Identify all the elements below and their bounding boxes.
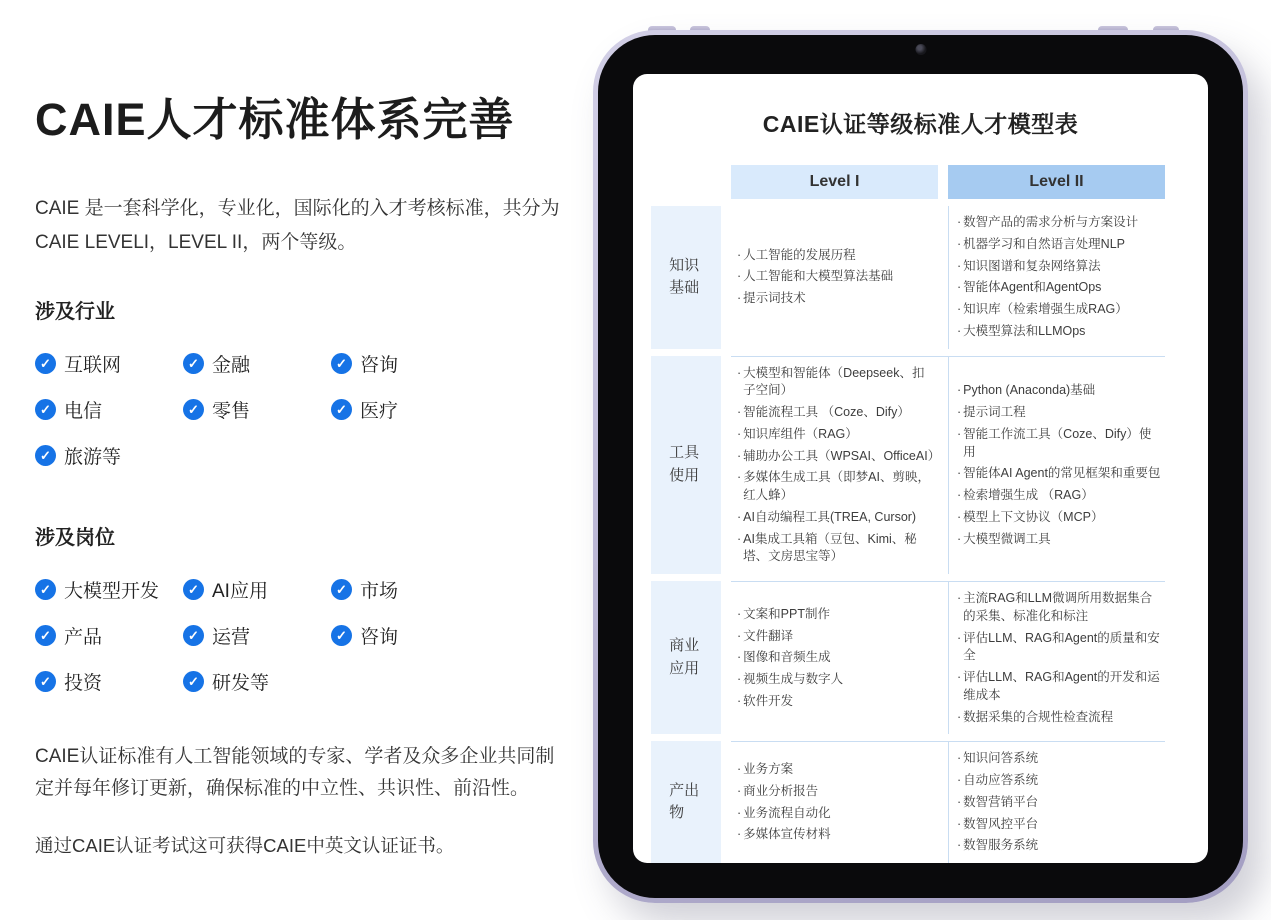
bullet-dot: · [737, 650, 742, 665]
position-label: 咨询 [360, 626, 399, 648]
check-icon: ✓ [35, 353, 56, 374]
check-icon: ✓ [331, 625, 352, 646]
camera-icon [915, 44, 926, 55]
bullet-dot: · [737, 672, 742, 686]
left-column [35, 92, 567, 858]
position-item [35, 622, 183, 649]
industry-item [35, 350, 183, 377]
bullet-item: · 评估LLM、RAG和Agent的质量和安全 [957, 630, 1163, 666]
check-icon: ✓ [183, 625, 204, 646]
level2-cell [948, 582, 1165, 734]
check-icon: ✓ [331, 353, 352, 374]
bullet-item: · 数据采集的合规性检查流程 [957, 709, 1163, 727]
position-label: 投资 [64, 672, 103, 694]
row-label-business: 商业应用 [651, 581, 721, 734]
bullet-item: · 大模型微调工具 [957, 531, 1163, 549]
check-icon: ✓ [331, 399, 352, 420]
check-icon: ✓ [183, 399, 204, 420]
bullet-dot: · [737, 693, 742, 708]
position-label: 市场 [360, 580, 399, 602]
bullet-item: · 数智产品的需求分析与方案设计 [957, 214, 1163, 232]
level1-header: Level I [731, 165, 938, 199]
position-item [183, 668, 331, 695]
position-item [331, 576, 491, 603]
bullet-dot: · [957, 709, 962, 724]
position-item [183, 576, 331, 603]
bullet-item: · 多媒体生成工具（即梦AI、剪映，红人蜂） [737, 469, 934, 505]
bullet-item: · 知识库组件（RAG） [737, 426, 934, 444]
intro-paragraph: CAIE 是一套科学化，专业化，国际化的入才考核标准，共分为 CAIE LEVELI，LEVEL II，两个等级。 [35, 198, 560, 254]
row-content-knowledge [731, 206, 1165, 349]
bullet-dot: · [957, 630, 962, 645]
row-label-deliverables: 产出物 [651, 741, 721, 863]
industry-item [35, 442, 183, 469]
table-corner [651, 165, 721, 199]
row-content-business [731, 581, 1165, 734]
industry-label: 金融 [212, 354, 251, 376]
footer-paragraph: CAIE认证标准有人工智能领域的专家、学者及众多企业共同制定并每年修订更新，确保标准的中立性、共识性、前沿性。 [35, 745, 555, 800]
check-icon: ✓ [35, 445, 56, 466]
bullet-dot: · [737, 365, 742, 380]
check-icon: ✓ [35, 625, 56, 646]
bullet-dot: · [957, 591, 962, 605]
bullet-dot: · [957, 280, 962, 295]
position-item [183, 622, 331, 649]
bullet-dot: · [957, 236, 962, 251]
bullet-item: · 多媒体宣传材料 [737, 826, 934, 844]
bullet-item: · 智能流程工具 （Coze、Dify） [737, 404, 934, 422]
level2-cell [948, 742, 1165, 863]
page-title: CAIE人才标准体系完善 [35, 94, 515, 145]
bullet-dot: · [737, 827, 742, 842]
bullet-item: · 主流RAG和LLM微调所用数据集合的采集、标准化和标注 [957, 590, 1163, 626]
bullet-dot: · [957, 258, 962, 273]
row-label-tools: 工具使用 [651, 356, 721, 575]
bullet-item: · 检索增强生成 （RAG） [957, 487, 1163, 505]
check-icon: ✓ [35, 579, 56, 600]
position-item [331, 622, 491, 649]
bullet-dot: · [957, 670, 962, 684]
tablet-mockup [593, 30, 1248, 903]
check-icon: ✓ [331, 579, 352, 600]
bullet-dot: · [957, 773, 962, 787]
bullet-item: · 辅助办公工具（WPSAI、OfficeAI） [737, 448, 934, 466]
bullet-item: · 数智服务系统 [957, 837, 1163, 855]
footer-line: 通过CAIE认证考试这可获得CAIE中英文认证证书。 [35, 834, 455, 856]
bullet-dot: · [737, 606, 742, 621]
bullet-dot: · [957, 405, 962, 419]
bullet-item: · 大模型算法和LLMOps [957, 323, 1163, 341]
bullet-dot: · [957, 323, 962, 338]
bullet-item: · 业务方案 [737, 761, 934, 779]
check-icon: ✓ [35, 399, 56, 420]
bullet-item: · 业务流程自动化 [737, 805, 934, 823]
bullet-item: · 知识图谱和复杂网络算法 [957, 258, 1163, 276]
check-icon: ✓ [35, 671, 56, 692]
check-icon: ✓ [183, 671, 204, 692]
bullet-dot: · [957, 488, 962, 502]
bullet-item: · 机器学习和自然语言处理NLP [957, 236, 1163, 254]
industry-item [183, 350, 331, 377]
tablet-screen [633, 74, 1208, 863]
bullet-item: · 文案和PPT制作 [737, 606, 934, 624]
bullet-item: · 评估LLM、RAG和Agent的开发和运维成本 [957, 669, 1163, 705]
bullet-dot: · [737, 783, 742, 798]
level1-cell [731, 742, 948, 863]
bullet-item: · 知识问答系统 [957, 750, 1163, 768]
bullet-dot: · [957, 383, 962, 398]
position-item [35, 668, 183, 695]
bullet-dot: · [737, 470, 742, 485]
bullet-item: · 数智风控平台 [957, 816, 1163, 834]
bullet-item: · 视频生成与数字人 [737, 671, 934, 689]
bullet-dot: · [737, 628, 742, 643]
industry-label: 旅游等 [64, 446, 122, 468]
bullet-item: · 人工智能和大模型算法基础 [737, 268, 934, 286]
bullet-item: · 商业分析报告 [737, 783, 934, 801]
industry-item [331, 350, 491, 377]
bullet-dot: · [737, 531, 742, 546]
bullet-dot: · [957, 466, 962, 481]
bullet-item: · 文件翻译 [737, 628, 934, 646]
industries-heading: 涉及行业 [35, 300, 115, 323]
industry-label: 互联网 [64, 354, 122, 376]
level1-cell [731, 582, 948, 734]
bullet-dot: · [957, 426, 962, 441]
bullet-dot: · [737, 247, 742, 262]
bullet-item: · 知识库（检索增强生成RAG） [957, 301, 1163, 319]
bullet-item: · 大模型和智能体（Deepseek、扣子空间） [737, 365, 934, 401]
position-label: AI应用 [212, 580, 268, 602]
bullet-dot: · [737, 426, 742, 441]
check-icon: ✓ [183, 579, 204, 600]
industry-item [35, 396, 183, 423]
bullet-item: · 智能工作流工具（Coze、Dify）使用 [957, 426, 1163, 462]
level1-cell [731, 206, 948, 349]
model-table [651, 165, 1165, 863]
position-label: 大模型开发 [64, 580, 160, 602]
bullet-dot: · [957, 751, 962, 766]
table-header-row [731, 165, 1165, 199]
bullet-item: · 模型上下文协议（MCP） [957, 509, 1163, 527]
bullet-dot: · [957, 816, 962, 831]
industry-item [183, 396, 331, 423]
level1-cell [731, 357, 948, 575]
industry-label: 电信 [64, 400, 103, 422]
bullet-item: · 自动应答系统 [957, 772, 1163, 790]
industries-grid [35, 350, 567, 469]
bullet-item: · AI集成工具箱（豆包、Kimi、秘塔、文房思宝等） [737, 531, 934, 567]
bullet-item: · Python (Anaconda)基础 [957, 382, 1163, 400]
row-content-deliverables [731, 741, 1165, 863]
level2-header: Level II [948, 165, 1165, 199]
bullet-dot: · [957, 215, 962, 229]
bullet-item: · AI自动编程工具(TREA, Cursor) [737, 509, 934, 527]
bullet-item: · 图像和音频生成 [737, 649, 934, 667]
check-icon: ✓ [183, 353, 204, 374]
bullet-item: · 人工智能的发展历程 [737, 247, 934, 265]
bullet-dot: · [957, 531, 962, 546]
bullet-dot: · [737, 762, 742, 777]
industry-label: 零售 [212, 400, 251, 422]
bullet-dot: · [957, 838, 962, 853]
level2-cell [948, 357, 1165, 575]
position-item [35, 576, 183, 603]
bullet-item: · 智能体AI Agent的常见框架和重要包 [957, 465, 1163, 483]
bullet-dot: · [737, 448, 742, 463]
bullet-dot: · [737, 805, 742, 820]
bullet-dot: · [737, 509, 742, 524]
bullet-item: · 提示词技术 [737, 290, 934, 308]
position-label: 运营 [212, 626, 251, 648]
bullet-dot: · [957, 794, 962, 809]
bullet-dot: · [957, 509, 962, 524]
row-label-knowledge: 知识基础 [651, 206, 721, 349]
position-label: 产品 [64, 626, 103, 648]
bullet-dot: · [957, 302, 962, 316]
positions-grid [35, 576, 567, 695]
level2-cell [948, 206, 1165, 349]
industry-label: 咨询 [360, 354, 399, 376]
bullet-item: · 提示词工程 [957, 404, 1163, 422]
bullet-dot: · [737, 269, 742, 284]
bullet-item: · 数智营销平台 [957, 794, 1163, 812]
bullet-item: · 智能体Agent和AgentOps [957, 279, 1163, 297]
industry-label: 医疗 [360, 400, 399, 422]
positions-heading: 涉及岗位 [35, 526, 115, 549]
bullet-dot: · [737, 405, 742, 419]
bullet-dot: · [737, 291, 742, 306]
bullet-item: · 软件开发 [737, 693, 934, 711]
industry-item [331, 396, 491, 423]
position-label: 研发等 [212, 672, 270, 694]
table-title: CAIE认证等级标准人才模型表 [762, 111, 1079, 137]
row-content-tools [731, 356, 1165, 575]
